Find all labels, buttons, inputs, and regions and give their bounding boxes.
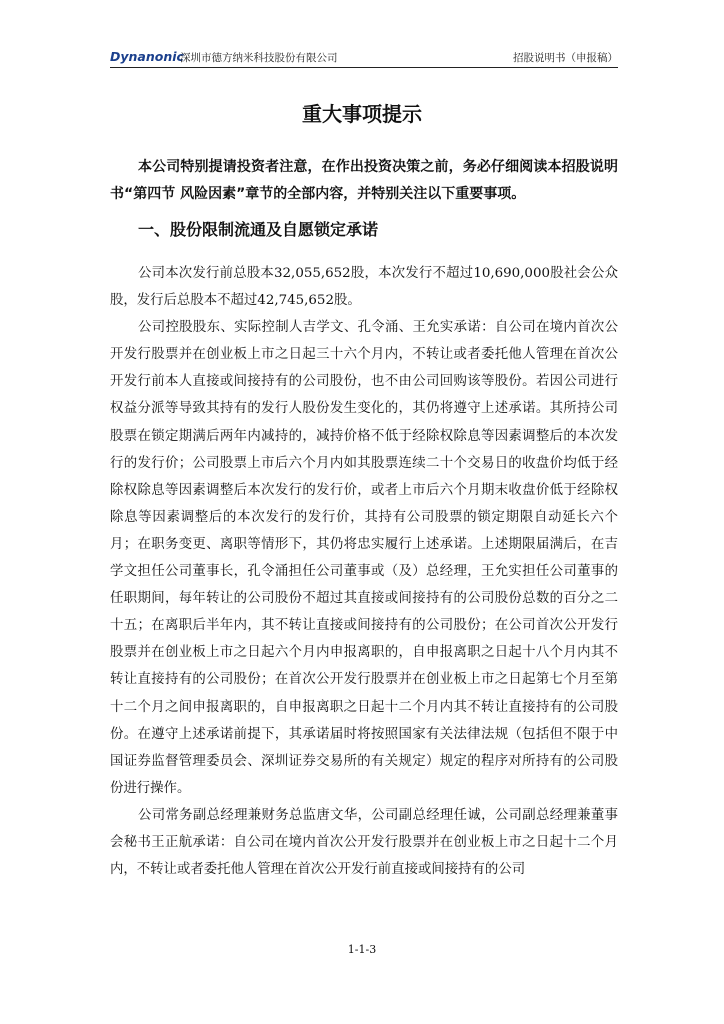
page-number: 1-1-3 (347, 943, 377, 956)
document-type: 招股说明书（申报稿） (513, 52, 618, 64)
page-header (110, 49, 618, 68)
paragraph-controlling-shareholders: 公司控股股东、实际控制人吉学文、孔令涌、王允实承诺：自公司在境内首次公开发行股票并在创业板上市之日起三十六个月内，不转让或者委托他人管理在首次公开发行前本人直接或间接持有的公司股份，也不由公司回购该等股份。若因公司进行权益分派等导致其持有的发行人股份发生变化的，其仍将遵守上述承诺。其所持公司股票在锁定期满后两年内减持的，减持价格不低于经除权除息等因素调整后的本次发行的发行价；公司股票上市后六个月内如其股票连续二十个交易日的收盘价均低于经除权除息等因素调整后本次发行的发行价，或者上市后六个月期末收盘价低于经除权除息等因素调整后的本次发行的发行价，其持有公司股票的锁定期限自动延长六个月；在职务变更、离职等情形下，其仍将忠实履行上述承诺。上述期限届满后，在吉学文担任公司董事长，孔令涌担任公司董事或（及）总经理，王允实担任公司董事的任职期间，每年转让的公司股份不超过其直接或间接持有的公司股份总数的百分之二十五；在离职后半年内，其不转让直接或间接持有的公司股份；在公司首次公开发行股票并在创业板上市之日起六个月内申报离职的，自申报离职之日起十八个月内其不转让直接持有的公司股份；在首次公开发行股票并在创业板上市之日起第七个月至第十二个月之间申报离职的，自申报离职之日起十二个月内其不转让直接持有的公司股份。在遵守上述承诺前提下，其承诺届时将按照国家有关法律法规（包括但不限于中国证券监督管理委员会、深圳证券交易所的有关规定）规定的程序对所持有的公司股份进行操作。 (110, 320, 618, 796)
section-heading: 一、股份限制流通及自愿锁定承诺 (138, 220, 379, 239)
paragraph-share-capital: 公司本次发行前总股本32,055,652股，本次发行不超过10,690,000股社会公众股，发行后总股本不超过42,745,652股。 (110, 266, 618, 309)
brand-logo: Dynanonic (110, 49, 184, 64)
intro-notice: 本公司特别提请投资者注意，在作出投资决策之前，务必仔细阅读本招股说明书“第四节 风险因素”章节的全部内容，并特别关注以下重要事项。 (110, 159, 618, 202)
paragraph-executives: 公司常务副总经理兼财务总监唐文华，公司副总经理任诚，公司副总经理兼董事会秘书王正航承诺：自公司在境内首次公开发行股票并在创业板上市之日起十二个月内，不转让或者委托他人管理在首次公开发行前直接或间接持有的公司 (110, 807, 618, 878)
company-name: 深圳市德方纳米科技股份有限公司 (180, 52, 338, 64)
body-text (110, 260, 618, 883)
page-title: 重大事项提示 (302, 102, 422, 126)
